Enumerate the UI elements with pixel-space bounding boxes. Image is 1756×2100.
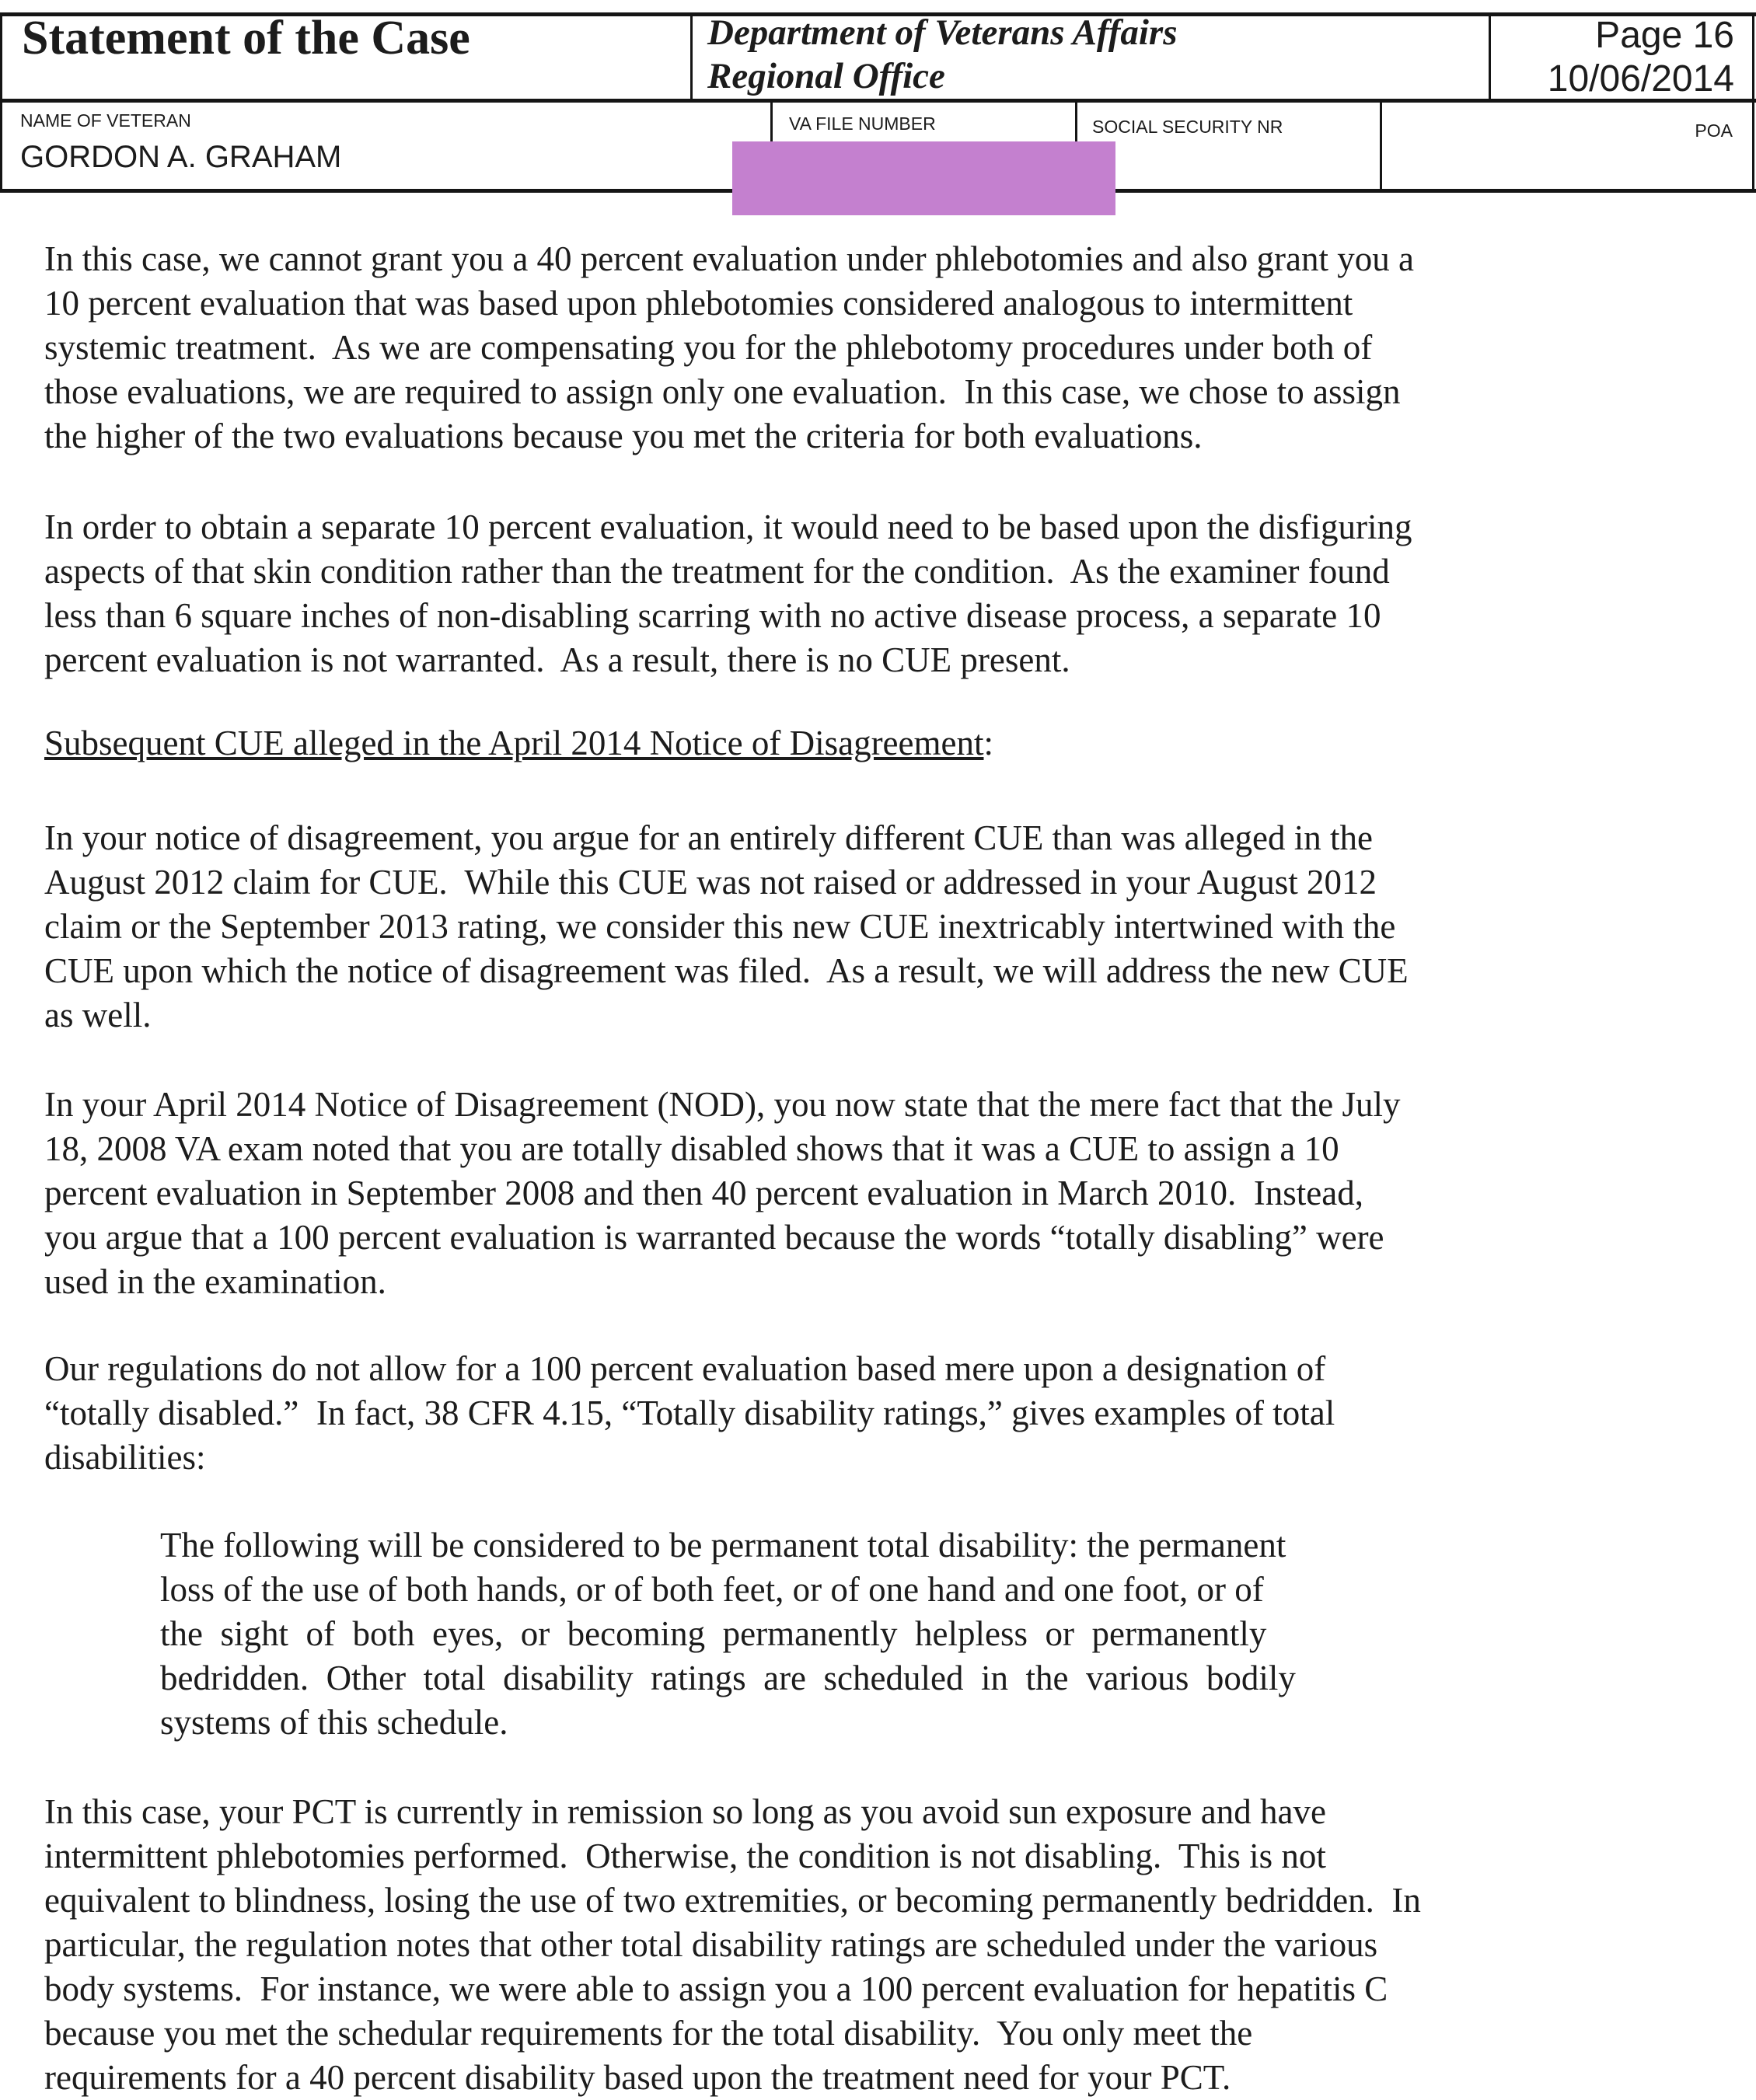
text-line: In this case, your PCT is currently in remission so long as you avoid sun exposure and have [44,1792,1326,1831]
text-line: August 2012 claim for CUE. While this CUE was not raised or addressed in your August 2012 [44,863,1377,902]
text-line: loss of the use of both hands, or of both feet, or of one hand and one foot, or of [160,1570,1264,1609]
poa-label: POA [1695,120,1733,141]
divider [1752,12,1754,193]
redaction-box [732,141,1115,215]
text-line: the higher of the two evaluations because you met the criteria for both evaluations. [44,417,1203,455]
text-line: CUE upon which the notice of disagreement was filed. As a result, we will address the new CUE [44,951,1409,990]
page-info [1548,14,1734,101]
text-line: disabilities: [44,1438,206,1477]
text-line: systems of this schedule. [160,1703,508,1742]
text-line: particular, the regulation notes that other total disability ratings are scheduled under the various [44,1925,1378,1964]
text-line: systemic treatment. As we are compensating you for the phlebotomy procedures under both of [44,328,1373,367]
paragraph-4 [44,1083,1401,1304]
divider [1380,101,1382,191]
text-line: 18, 2008 VA exam noted that you are totally disabled shows that it was a CUE to assign a 10 [44,1129,1339,1168]
regulation-quote [160,1523,1296,1745]
divider [0,12,2,193]
text-line: “totally disabled.” In fact, 38 CFR 4.15, “Totally disability ratings,” gives examples of total [44,1394,1335,1432]
divider [1489,12,1491,101]
paragraph-2 [44,505,1412,682]
divider [0,99,1756,103]
text-line: aspects of that skin condition rather than the treatment for the condition. As the examiner found [44,552,1390,591]
text-line: The following will be considered to be permanent total disability: the permanent [160,1526,1286,1565]
paragraph-5 [44,1347,1335,1480]
text-line: as well. [44,996,152,1034]
text-line: used in the examination. [44,1262,386,1301]
text-line: In your April 2014 Notice of Disagreement (NOD), you now state that the mere fact that the July [44,1085,1401,1124]
text-line: In this case, we cannot grant you a 40 percent evaluation under phlebotomies and also grant you a [44,239,1414,278]
section-heading [44,721,993,766]
veteran-name: GORDON A. GRAHAM [20,140,342,174]
ssn-label: SOCIAL SECURITY NR [1092,117,1283,137]
text-line: you argue that a 100 percent evaluation is warranted because the words “totally disabling” were [44,1218,1384,1257]
text-line: body systems. For instance, we were able to assign you a 100 percent evaluation for hepatitis C [44,1969,1388,2008]
heading-text: Subsequent CUE alleged in the April 2014 Notice of Disagreement [44,724,984,762]
paragraph-6 [44,1790,1421,2100]
text-line: requirements for a 40 percent disability based upon the treatment need for your PCT. [44,2058,1231,2097]
text-line: percent evaluation is not warranted. As a result, there is no CUE present. [44,640,1070,679]
document-title: Statement of the Case [22,12,470,65]
text-line: because you met the schedular requirements for the total disability. You only meet the [44,2014,1253,2053]
paragraph-1 [44,237,1414,459]
text-line: Our regulations do not allow for a 100 percent evaluation based mere upon a designation of [44,1349,1326,1388]
paragraph-3 [44,816,1409,1038]
text-line: percent evaluation in September 2008 and then 40 percent evaluation in March 2010. Instead, [44,1174,1363,1212]
department-name: Department of Veterans Affairs [707,12,1178,53]
office-name: Regional Office [707,56,945,96]
text-line: bedridden. Other total disability ratings are scheduled in the various bodily [160,1659,1296,1697]
page-number: Page 16 [1595,15,1734,56]
name-label: NAME OF VETERAN [20,110,191,131]
text-line: In order to obtain a separate 10 percent evaluation, it would need to be based upon the disfiguring [44,508,1412,546]
text-line: less than 6 square inches of non-disabling scarring with no active disease process, a separate 10 [44,596,1381,635]
text-line: In your notice of disagreement, you argue for an entirely different CUE than was alleged in the [44,818,1374,857]
department [707,11,1178,98]
text-line: claim or the September 2013 rating, we consider this new CUE inextricably intertwined with the [44,907,1396,946]
text-line: the sight of both eyes, or becoming permanently helpless or permanently [160,1614,1267,1653]
heading-colon: : [983,724,993,762]
va-file-label: VA FILE NUMBER [789,113,936,134]
text-line: 10 percent evaluation that was based upon phlebotomies considered analogous to intermittent [44,284,1353,323]
document-date: 10/06/2014 [1547,58,1734,99]
text-line: intermittent phlebotomies performed. Otherwise, the condition is not disabling. This is not [44,1837,1326,1875]
text-line: equivalent to blindness, losing the use of two extremities, or becoming permanently bedridden. In [44,1881,1421,1920]
divider [690,12,693,101]
text-line: those evaluations, we are required to assign only one evaluation. In this case, we chose to assign [44,372,1401,411]
